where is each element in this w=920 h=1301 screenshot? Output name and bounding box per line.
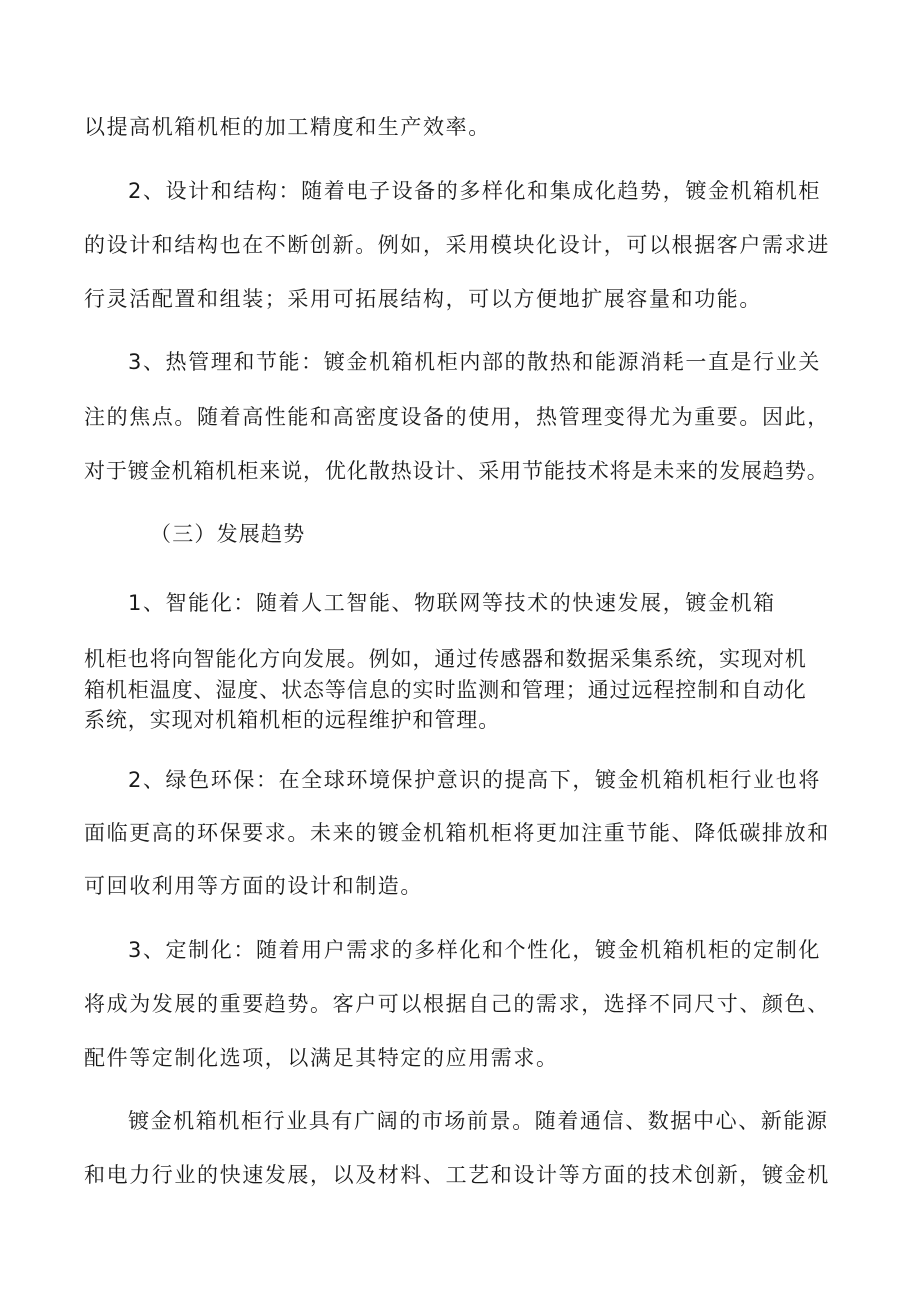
text-line: 面临更高的环保要求。未来的镀金机箱机柜将更加注重节能、降低碳排放和 <box>84 821 830 845</box>
text-line: 系统，实现对机箱机柜的远程维护和管理。 <box>84 708 501 732</box>
section-heading: （三）发展趋势 <box>150 522 306 546</box>
text-line: 2、绿色环保：在全球环境保护意识的提高下，镀金机箱机柜行业也将 <box>128 768 821 792</box>
text-line: 2、设计和结构：随着电子设备的多样化和集成化趋势，镀金机箱机柜 <box>128 179 821 203</box>
text-line: 的设计和结构也在不断创新。例如，采用模块化设计，可以根据客户需求进 <box>84 233 830 257</box>
text-line: 以提高机箱机柜的加工精度和生产效率。 <box>84 115 491 139</box>
text-line: 箱机柜温度、湿度、状态等信息的实时监测和管理；通过远程控制和自动化 <box>84 678 807 702</box>
text-line: 1、智能化：随着人工智能、物联网等技术的快速发展，镀金机箱 <box>128 591 776 615</box>
text-line: 将成为发展的重要趋势。客户可以根据自己的需求，选择不同尺寸、颜色、 <box>84 992 830 1016</box>
text-line: 3、热管理和节能：镀金机箱机柜内部的散热和能源消耗一直是行业关 <box>128 350 821 374</box>
text-line: 和电力行业的快速发展，以及材料、工艺和设计等方面的技术创新，镀金机 <box>84 1163 830 1187</box>
text-line: 3、定制化：随着用户需求的多样化和个性化，镀金机箱机柜的定制化 <box>128 938 821 962</box>
text-line: 镀金机箱机柜行业具有广阔的市场前景。随着通信、数据中心、新能源 <box>128 1109 829 1133</box>
text-line: 对于镀金机箱机柜来说，优化散热设计、采用节能技术将是未来的发展趋势。 <box>84 459 829 483</box>
text-line: 行灵活配置和组装；采用可拓展结构，可以方便地扩展容量和功能。 <box>84 287 762 311</box>
text-line: 可回收利用等方面的设计和制造。 <box>84 874 423 898</box>
text-line: 配件等定制化选项，以满足其特定的应用需求。 <box>84 1046 559 1070</box>
text-line: 注的焦点。随着高性能和高密度设备的使用，热管理变得尤为重要。因此， <box>84 405 830 429</box>
text-line: 机柜也将向智能化方向发展。例如，通过传感器和数据采集系统，实现对机 <box>84 647 807 671</box>
